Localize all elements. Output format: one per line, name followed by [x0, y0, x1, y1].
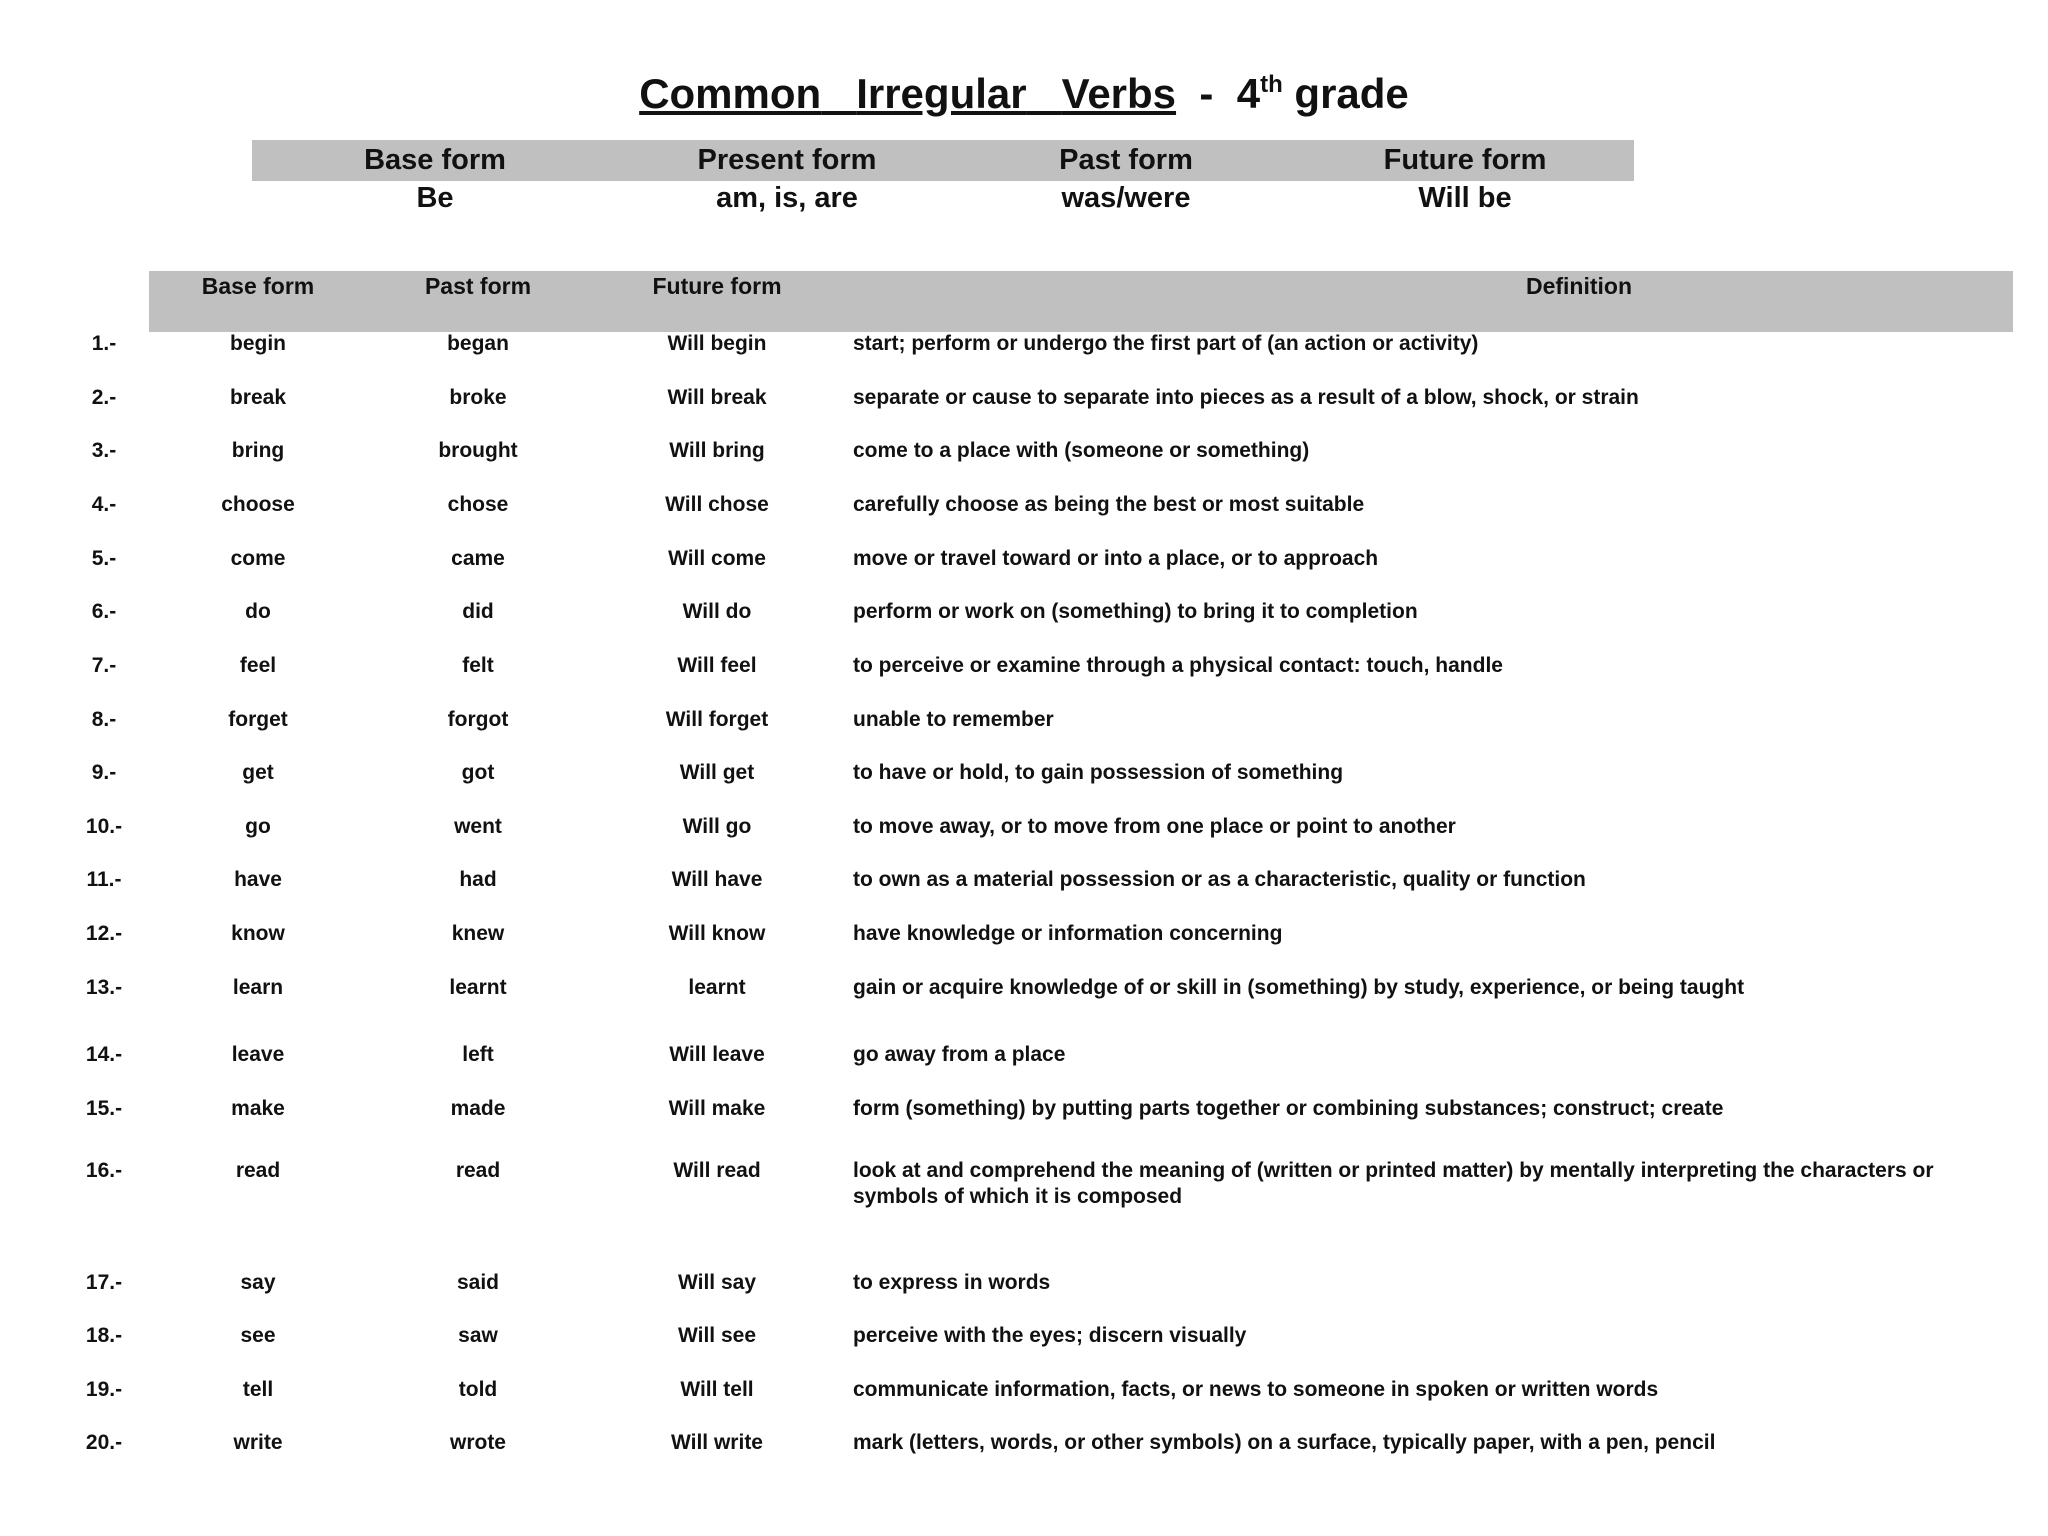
- row-past-form: brought: [438, 439, 518, 462]
- row-number: 6.-: [91, 600, 117, 623]
- row-future-form: Will begin: [667, 332, 767, 355]
- row-past-form: began: [447, 332, 509, 355]
- row-base-form: see: [240, 1324, 276, 1347]
- row-number: 2.-: [91, 386, 117, 409]
- be-base-value: Be: [416, 182, 454, 214]
- row-past-form: told: [458, 1378, 498, 1401]
- row-future-form: learnt: [688, 976, 746, 999]
- row-base-form: forget: [228, 708, 288, 731]
- row-base-form: do: [245, 600, 271, 623]
- row-number: 8.-: [91, 708, 117, 731]
- row-past-form: learnt: [449, 976, 507, 999]
- row-past-form: had: [459, 868, 497, 891]
- row-base-form: read: [235, 1159, 281, 1182]
- be-header-future: Future form: [1383, 144, 1547, 176]
- row-number: 10.-: [85, 815, 123, 838]
- row-definition: move or travel toward or into a place, or to approach: [853, 547, 1379, 570]
- row-past-form: said: [456, 1271, 500, 1294]
- row-number: 4.-: [91, 493, 117, 516]
- row-future-form: Will leave: [669, 1043, 765, 1066]
- row-past-form: saw: [458, 1324, 498, 1347]
- row-base-form: know: [231, 922, 285, 945]
- row-base-form: tell: [242, 1378, 274, 1401]
- row-future-form: Will forget: [665, 708, 769, 731]
- row-base-form: make: [231, 1097, 285, 1120]
- row-base-form: come: [230, 547, 286, 570]
- be-table-header: [252, 140, 1634, 181]
- row-future-form: Will make: [668, 1097, 766, 1120]
- header-base-form: Base form: [201, 273, 315, 299]
- row-number: 17.-: [85, 1271, 123, 1294]
- row-number: 20.-: [85, 1431, 123, 1454]
- row-definition: have knowledge or information concerning: [853, 922, 1283, 945]
- row-definition: to express in words: [853, 1271, 1051, 1294]
- be-present-value: am, is, are: [716, 182, 858, 214]
- row-future-form: Will read: [673, 1159, 761, 1182]
- row-base-form: get: [242, 761, 274, 784]
- row-definition: mark (letters, words, or other symbols) on a surface, typically paper, with a pen, pencil: [853, 1431, 1716, 1454]
- row-future-form: Will write: [671, 1431, 763, 1454]
- row-definition: to perceive or examine through a physical contact: touch, handle: [853, 654, 1503, 677]
- page-title: [0, 64, 2048, 124]
- row-definition: form (something) by putting parts together or combining substances; construct; create: [853, 1097, 1724, 1120]
- row-future-form: Will do: [682, 600, 752, 623]
- row-past-form: broke: [449, 386, 507, 409]
- row-definition: look at and comprehend the meaning of (written or printed matter) by mentally interpreting the characters or symbols of which it is composed: [853, 1159, 1934, 1208]
- row-past-form: felt: [462, 654, 494, 677]
- row-past-form: got: [461, 761, 495, 784]
- be-future-value: Will be: [1418, 182, 1512, 214]
- row-past-form: forgot: [447, 708, 509, 731]
- title-grade-word: grade: [1294, 70, 1409, 117]
- row-definition: perform or work on (something) to bring it to completion: [853, 600, 1418, 623]
- row-number: 1.-: [91, 332, 117, 355]
- row-past-form: knew: [451, 922, 505, 945]
- row-base-form: choose: [221, 493, 295, 516]
- row-definition: start; perform or undergo the first part of (an action or activity): [853, 332, 1479, 355]
- be-header-present: Present form: [697, 144, 877, 176]
- row-future-form: Will have: [671, 868, 763, 891]
- title-grade-suffix: th: [1260, 71, 1283, 98]
- row-past-form: left: [462, 1043, 494, 1066]
- row-number: 14.-: [85, 1043, 123, 1066]
- row-definition: come to a place with (someone or something): [853, 439, 1310, 462]
- row-definition: to own as a material possession or as a characteristic, quality or function: [853, 868, 1586, 891]
- be-table-row: [252, 178, 1634, 218]
- title-word-irregular: Irregular: [856, 70, 1027, 117]
- row-number: 7.-: [91, 654, 117, 677]
- verbs-table-header: [149, 271, 2013, 332]
- be-header-base: Base form: [364, 144, 506, 176]
- header-future-form: Future form: [652, 273, 782, 299]
- row-base-form: leave: [231, 1043, 285, 1066]
- row-definition: communicate information, facts, or news to someone in spoken or written words: [853, 1378, 1659, 1401]
- header-definition: Definition: [1525, 273, 1633, 299]
- row-future-form: Will know: [668, 922, 766, 945]
- row-number: 9.-: [91, 761, 117, 784]
- row-base-form: feel: [239, 654, 277, 677]
- row-definition: unable to remember: [853, 708, 1054, 731]
- row-past-form: read: [455, 1159, 501, 1182]
- row-future-form: Will chose: [665, 493, 769, 516]
- be-header-past: Past form: [1059, 144, 1193, 176]
- row-future-form: Will come: [668, 547, 766, 570]
- row-definition: carefully choose as being the best or most suitable: [853, 493, 1365, 516]
- row-future-form: Will say: [677, 1271, 756, 1294]
- row-definition: gain or acquire knowledge of or skill in (something) by study, experience, or being taught: [853, 976, 1745, 999]
- row-future-form: Will go: [682, 815, 752, 838]
- row-future-form: Will feel: [677, 654, 757, 677]
- row-base-form: say: [240, 1271, 276, 1294]
- row-past-form: went: [454, 815, 502, 838]
- row-definition: perceive with the eyes; discern visually: [853, 1324, 1247, 1347]
- row-base-form: write: [233, 1431, 283, 1454]
- row-base-form: begin: [230, 332, 286, 355]
- title-separator: -: [1199, 70, 1214, 117]
- row-number: 5.-: [91, 547, 117, 570]
- row-past-form: made: [450, 1097, 506, 1120]
- row-number: 11.-: [86, 868, 122, 891]
- row-base-form: learn: [232, 976, 284, 999]
- row-number: 15.-: [85, 1097, 123, 1120]
- row-definition: to have or hold, to gain possession of something: [853, 761, 1344, 784]
- row-number: 13.-: [85, 976, 123, 999]
- row-base-form: break: [229, 386, 287, 409]
- row-future-form: Will tell: [680, 1378, 754, 1401]
- row-base-form: bring: [231, 439, 285, 462]
- row-number: 3.-: [91, 439, 117, 462]
- row-definition: separate or cause to separate into pieces as a result of a blow, shock, or strain: [853, 386, 1639, 409]
- row-number: 19.-: [85, 1378, 123, 1401]
- row-future-form: Will bring: [669, 439, 765, 462]
- be-past-value: was/were: [1061, 182, 1191, 214]
- header-past-form: Past form: [424, 273, 532, 299]
- title-word-verbs: Verbs: [1061, 70, 1177, 117]
- row-number: 12.-: [85, 922, 123, 945]
- row-future-form: Will break: [667, 386, 767, 409]
- title-word-common: Common: [639, 70, 822, 117]
- row-future-form: Will see: [677, 1324, 756, 1347]
- row-base-form: have: [234, 868, 282, 891]
- row-definition: to move away, or to move from one place or point to another: [853, 815, 1456, 838]
- row-past-form: came: [451, 547, 505, 570]
- row-past-form: did: [462, 600, 494, 623]
- title-grade-number: 4: [1236, 70, 1261, 117]
- row-past-form: chose: [447, 493, 509, 516]
- row-future-form: Will get: [679, 761, 755, 784]
- row-number: 16.-: [85, 1159, 123, 1182]
- row-past-form: wrote: [449, 1431, 506, 1454]
- row-number: 18.-: [85, 1324, 123, 1347]
- row-base-form: go: [245, 815, 271, 838]
- row-definition: go away from a place: [853, 1043, 1066, 1066]
